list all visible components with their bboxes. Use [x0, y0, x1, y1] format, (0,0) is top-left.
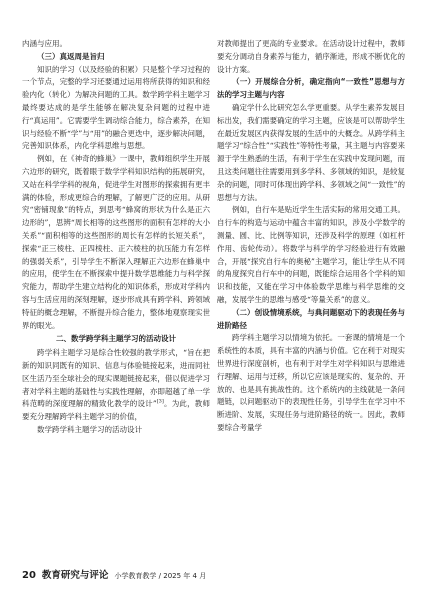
subsection-heading-3: （三）真返周是旨归	[37, 51, 105, 61]
right-column	[217, 38, 405, 435]
paragraph-activity-design: 数学跨学科主题学习的活动设计	[37, 424, 142, 434]
citation-marker: [3]	[156, 398, 164, 405]
journal-title: 教育研究与评论	[41, 570, 109, 581]
page-number: 20	[22, 570, 36, 581]
left-column	[22, 38, 210, 437]
paragraph-theme-selection: 确定学什么比研究怎么学更重要。从学生素养发展目标出发，我们需要确定的学习主题，应该是可以帮助学生在最近发展区内获得发展的生活中的大概念。从跨学科主题学习“综合性”“实践性”等特性考量，其主题与内容要来源于学生熟悉的生活，有利于学生在实践中发现问题，而且这类问题往往需要用到多学科、多领域的知识，是较复杂的问题，同时可体现出跨学科、多领域之间“一致性”的思想与方法。	[217, 102, 405, 202]
paragraph-bicycle-example: 例如，自行车是贴近学生生活实际的常用交通工具。自行车的构造与运动中蕴含丰富的知识，涉及小学数学的测量、圆、比、比例等知识，还涉及科学的原理（如杠杆作用、齿轮传动）。将数学与科学的学习经验进行有效融合，开展“探究自行车的奥秘”主题学习，能让学生从不同的角度探究自行车中的问题，既能综合运用各个学科的知识和技能，又能在学习中体验数学思维与科学思维的交融，发展学生的思维与感受“等量关系”的意义。	[217, 205, 405, 304]
paragraph-situation-system: 跨学科主题学习以情境为依托。一套课的情境是一个系统性的本质，具有丰富的内涵与价值。它在利于对现实世界进行深度剖析，也有利于对学生对学科知识与思维进行理解、运用与迁移，所以它应该是现实的、复杂的、开放的、也是具有挑战性的。这个系统内的主线就是一条问题链，以问题驱动下的表现性任务，引导学生在学习中不断进阶、发展，实现任务与进阶路径的统一。因此，教师要综合考量学	[217, 333, 405, 432]
section-heading-2: 二、数学跨学科主题学习的活动设计	[56, 334, 176, 344]
paragraph-continued: 对教师提出了更高的专业要求。在活动设计过程中，教师要充分调动自身素养与能力，循序渐进，形成不断优化的设计方案。	[217, 39, 405, 74]
subsection-heading-2: （二）创设情境系统，与典问题驱动下的表现任务与进阶路径	[217, 307, 405, 330]
definition-text-end: 。为此，教师要充分理解跨学科主题学习的价值，	[22, 399, 211, 422]
paragraph-honeycomb-example: 例如，在《神奇的蜂巢》一课中，教师组织学生开展六边形的研究，既着眼于数学学科知识结构的拓展研究，又站在科学学科的视角，促进学生对图形的探索拥有更丰满的体验，形成更综合的理解，了解更广泛的应用。从研究“密铺现象”的特点，到思考“蜂窝的形状为什么是正六边形的”，思辨“周长相等的这些图形的面积有怎样的大小关系”“面积相等的这些图形的周长有怎样的长短关系”，探索“正三棱柱、正四棱柱、正六棱柱的抗压能力有怎样的强弱关系”，引导学生不断深入理解正六边形在蜂巢中的应用，使学生在不断探索中提升数学思维能力与科学探究能力，帮助学生建立结构化的知识体系，形成对学科内容与生活应用的深刻理解，逐步形成具有跨学科、跨领域特征的概念理解，不断提升综合能力，整体地观察现实世界的眼光。	[22, 154, 210, 330]
paragraph-knowledge-application: 知识的学习（以及经验的积累）只是整个学习过程的一个节点，完整的学习还要通过运用将所获得的知识和经验内化（转化）为解决问题的工具。数学跨学科主题学习最终要达成的是学生能够在解决复杂问题的过程中进行“真运用”。它需要学生调动综合能力，综合素养，在知识与经验不断“学”与“用”的融合更迭中，逐步解决问题，完善知识体系，内化学科思维与思想。	[22, 64, 210, 151]
definition-text: 跨学科主题学习是综合性较强的教学形式，“旨在把新的知识同既有的知识、信息与体验链接起来，进而同社区生活乃至全球社会的现实课题链接起来，借以促进学习者对学科主题的基础性与实践性理解，亦即超越了单一学科范畴的深度理解的精致化教学的设计”	[22, 348, 210, 409]
page-footer	[22, 567, 206, 581]
paragraph-interdisciplinary-definition	[22, 347, 210, 424]
paragraph-continued: 内涵与应用。	[22, 39, 67, 48]
subsection-heading-1: （一）开展综合分析，确定指向“一致性”思想与方法的学习主题与内容	[217, 77, 405, 100]
issue-info: 小学教育教学 / 2025 年 4 月	[114, 572, 207, 580]
